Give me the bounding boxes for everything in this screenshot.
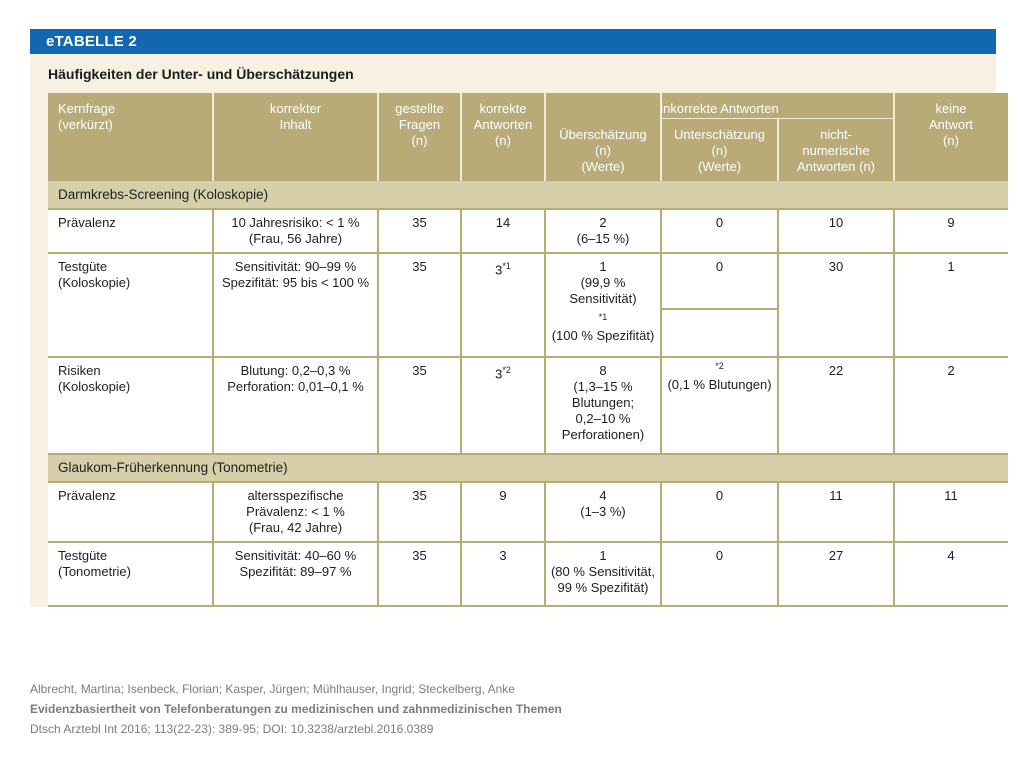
footnote-mark: *2 — [715, 361, 724, 371]
table-banner — [30, 29, 996, 54]
row-korrekt — [461, 488, 545, 503]
row-ueberschaetzung: 99 % Spezifität) — [557, 580, 649, 595]
header-keine-antwort: Antwort — [928, 117, 974, 132]
row-fragen: 35 — [412, 215, 427, 230]
row-kernfrage: (Tonometrie) — [58, 564, 131, 579]
row-unterschaetzung: (0,1 % Blutungen) — [667, 377, 772, 392]
row-divider — [48, 252, 1008, 254]
row-ueberschaetzung-spezifitaet: (100 % Spezifität) — [551, 328, 655, 343]
row-fragen: 35 — [412, 548, 427, 563]
row-nichtnumerisch: 27 — [828, 548, 844, 563]
row-ueberschaetzung: 1 — [599, 259, 607, 274]
citation-authors: Albrecht, Martina; Isenbeck, Florian; Kasper, Jürgen; Mühlhauser, Ingrid; Steckelberg, Anke — [30, 682, 515, 696]
data-table — [48, 93, 1008, 609]
row-ueberschaetzung: Sensitivität) — [569, 291, 637, 306]
row-divider — [48, 605, 1008, 607]
row-divider — [48, 453, 1008, 455]
row-ueberschaetzung: (6–15 %) — [576, 231, 630, 246]
row-nichtnumerisch: 22 — [828, 363, 844, 378]
row-inhalt: Sensitivität: 40–60 % — [234, 548, 357, 563]
row-ueberschaetzung: 4 — [599, 488, 607, 503]
header-korrekte: korrekte — [479, 101, 527, 116]
row-kernfrage: Risiken — [58, 363, 101, 378]
row-fragen: 35 — [412, 488, 427, 503]
row-korrekt-value: 14 — [495, 215, 511, 230]
header-fragen: gestellte — [395, 101, 444, 116]
row-keine-antwort: 11 — [944, 488, 958, 503]
column-divider — [777, 209, 779, 454]
header-inhalt: korrekter — [269, 101, 322, 116]
column-divider — [460, 209, 462, 454]
header-unterschaetzung: (n) — [711, 143, 728, 158]
row-keine-antwort: 2 — [947, 363, 955, 378]
row-ueberschaetzung: (99,9 % — [580, 275, 626, 290]
column-divider — [893, 209, 895, 454]
row-inhalt: 10 Jahresrisiko: < 1 % — [231, 215, 360, 230]
row-kernfrage: Testgüte — [58, 548, 108, 563]
row-kernfrage: Testgüte — [58, 259, 108, 274]
row-korrekt — [461, 363, 545, 381]
row-korrekt-value: 3 — [499, 548, 507, 563]
header-kernfrage: Kernfrage — [58, 101, 116, 116]
header-ueberschaetzung: (Werte) — [581, 159, 625, 174]
row-divider — [48, 481, 1008, 483]
row-keine-antwort: 1 — [947, 259, 955, 274]
row-fragen: 35 — [412, 259, 427, 274]
header-keine-antwort: keine — [935, 101, 967, 116]
footnote-mark: *2 — [502, 365, 511, 375]
section-title: Darmkrebs-Screening (Koloskopie) — [58, 187, 269, 202]
row-unterschaetzung: 0 — [715, 488, 724, 503]
header-kernfrage: (verkürzt) — [58, 117, 113, 132]
row-ueberschaetzung: (1–3 %) — [580, 504, 626, 519]
row-unterschaetzung: 0 — [715, 215, 724, 230]
row-divider — [661, 308, 778, 310]
citation-title: Evidenzbasiertheit von Telefonberatungen zu medizinischen und zahnmedizinischen Themen — [30, 702, 562, 716]
citation-source: Dtsch Arztebl Int 2016; 113(22-23): 389-95; DOI: 10.3238/arztebl.2016.0389 — [30, 722, 434, 736]
header-unterschaetzung: Unterschätzung — [673, 127, 766, 142]
row-ueberschaetzung: (80 % Sensitivität, — [550, 564, 656, 579]
header-keine-antwort: (n) — [943, 133, 959, 148]
citation — [30, 679, 562, 739]
row-ueberschaetzung: Perforationen) — [561, 427, 645, 442]
header-korrekte: Antworten — [473, 117, 533, 132]
table-panel — [30, 29, 996, 607]
row-nichtnumerisch: 11 — [829, 488, 843, 503]
header-inhalt: Inhalt — [279, 117, 312, 132]
row-ueberschaetzung: 1 — [599, 548, 607, 563]
row-divider — [48, 356, 1008, 358]
row-divider — [48, 541, 1008, 543]
row-ueberschaetzung: (1,3–15 % — [573, 379, 633, 394]
row-kernfrage: (Koloskopie) — [58, 275, 131, 290]
row-kernfrage: Prävalenz — [58, 488, 116, 503]
row-korrekt — [461, 259, 545, 277]
header-fragen: (n) — [411, 133, 428, 148]
row-inhalt: altersspezifische — [247, 488, 344, 503]
section-title: Glaukom-Früherkennung (Tonometrie) — [58, 460, 288, 475]
row-inhalt: Prävalenz: < 1 % — [246, 504, 345, 519]
row-nichtnumerisch: 10 — [828, 215, 844, 230]
row-inhalt: Sensitivität: 90–99 % — [234, 259, 357, 274]
row-divider — [48, 208, 1008, 210]
row-inhalt: Spezifität: 95 bis < 100 % — [221, 275, 370, 290]
row-unterschaetzung: 0 — [715, 548, 724, 563]
row-inhalt: (Frau, 42 Jahre) — [248, 520, 343, 535]
header-ueberschaetzung: Überschätzung — [559, 127, 647, 142]
header-nichtnumerisch: Antworten (n) — [796, 159, 876, 174]
row-keine-antwort: 4 — [947, 548, 955, 563]
row-korrekt-value: 3 — [495, 262, 503, 278]
row-korrekt-value: 3 — [495, 366, 503, 382]
row-ueberschaetzung: 2 — [599, 215, 607, 230]
row-kernfrage: (Koloskopie) — [58, 379, 131, 394]
header-ueberschaetzung: (n) — [595, 143, 611, 158]
row-inhalt: Spezifität: 89–97 % — [239, 564, 352, 579]
header-nichtnumerisch: nicht- — [820, 127, 852, 142]
row-korrekt — [461, 548, 545, 563]
header-korrekte: (n) — [495, 133, 511, 148]
row-kernfrage: Prävalenz — [58, 215, 116, 230]
table-title: Häufigkeiten der Unter- und Überschätzungen — [48, 66, 354, 82]
row-inhalt: Blutung: 0,2–0,3 % — [240, 363, 351, 378]
row-korrekt — [461, 215, 545, 230]
row-inhalt: (Frau, 56 Jahre) — [248, 231, 343, 246]
row-inhalt: Perforation: 0,01–0,1 % — [227, 379, 364, 394]
header-nichtnumerisch: numerische — [802, 143, 870, 158]
row-korrekt-value: 9 — [499, 488, 507, 503]
row-unterschaetzung: 0 — [715, 259, 724, 274]
row-fragen: 35 — [412, 363, 427, 378]
row-keine-antwort: 9 — [947, 215, 955, 230]
row-ueberschaetzung: Blutungen; — [571, 395, 635, 410]
row-ueberschaetzung: 0,2–10 % — [575, 411, 631, 426]
header-unterschaetzung: (Werte) — [697, 159, 742, 174]
header-inkorrekte: inkorrekte Antworten — [660, 101, 779, 116]
row-ueberschaetzung: 8 — [599, 363, 607, 378]
header-fragen: Fragen — [398, 117, 441, 132]
table-label: eTABELLE 2 — [46, 33, 137, 50]
footnote-mark: *1 — [502, 261, 511, 271]
row-nichtnumerisch: 30 — [828, 259, 844, 274]
footnote-mark: *1 — [598, 312, 608, 322]
